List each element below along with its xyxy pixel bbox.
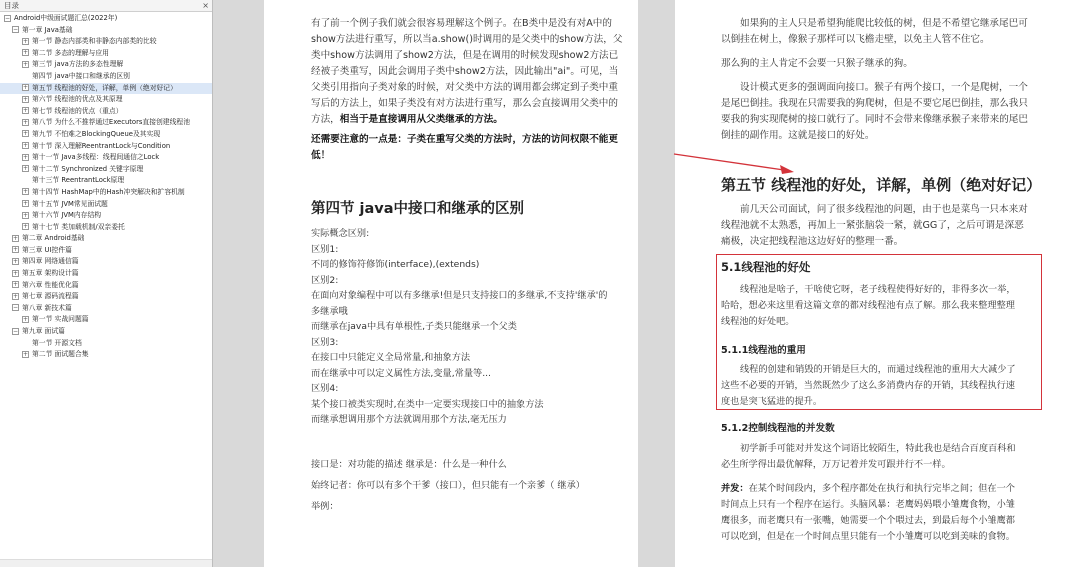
toc-item-label: 第九章 面试篇 xyxy=(22,327,65,336)
subheading-5-1-2: 5.1.2控制线程池的并发数 xyxy=(721,423,835,434)
toc-item[interactable] xyxy=(0,199,212,211)
expand-icon[interactable]: + xyxy=(13,234,19,242)
text-line: 线程的创建和销毁的开销是巨大的，而通过线程池的重用大大减少了 xyxy=(740,364,1016,375)
paragraph-5-1 xyxy=(721,282,1039,330)
toc-item-label: 第五节 线程池的好处，详解，单例（绝对好记） xyxy=(32,83,177,92)
text-line: 而继承想调用那个方法就调用那个方法,毫无压力 xyxy=(311,414,507,425)
paragraph-5-1-2 xyxy=(721,441,1066,473)
text-line: 区别3: xyxy=(311,336,339,348)
text-line: 哈哈，想必来这里看这篇文章的都对线程池有点了解。那么我来整理整理 xyxy=(721,300,1015,311)
expand-icon[interactable]: + xyxy=(23,211,29,219)
toc-item[interactable] xyxy=(0,291,212,303)
toc-item-label: 第一节 开源文档 xyxy=(32,338,82,347)
text-span: 方法， xyxy=(311,114,340,125)
text-line: show方法进行重写，所以当a.show()时调用的是父类中的show方法，父 xyxy=(311,34,623,45)
leaf-spacer xyxy=(22,72,29,79)
toc-item-label: 第十七节 类加载机制/双亲委托 xyxy=(32,222,125,231)
toc-item-label: 第四节 java中接口和继承的区别 xyxy=(32,71,130,80)
text-line: 不同的修饰符修饰(interface),(extends) xyxy=(311,259,480,270)
toc-item[interactable] xyxy=(0,256,212,268)
text-line xyxy=(311,112,631,128)
end-line: 始终记者：你可以有多个干爹（接口），但只能有一个亲爹（ 继承） xyxy=(311,480,585,491)
toc-item-label: 第二节 面试题合集 xyxy=(32,350,89,359)
toc-title: 目录 xyxy=(4,1,19,10)
expand-icon[interactable]: + xyxy=(23,130,29,138)
toc-item[interactable] xyxy=(0,175,212,187)
horizontal-scrollbar[interactable] xyxy=(0,559,212,567)
expand-icon[interactable]: + xyxy=(23,107,29,115)
toc-item-label: 第四章 网络通信篇 xyxy=(22,257,79,266)
toc-item[interactable] xyxy=(0,48,212,60)
expand-icon[interactable]: + xyxy=(13,292,19,300)
toc-item[interactable] xyxy=(0,245,212,257)
text-line: 可以吃到，但是在一个时间点里只能有一个小雏鹰可以吃到美味的食物。 xyxy=(721,531,1015,542)
text-line xyxy=(721,481,1066,497)
paragraph-dog-owner: 那么狗的主人肯定不会要一只猴子继承的狗。 xyxy=(721,58,913,69)
text-span: 还需要注意的一点是： xyxy=(311,134,407,145)
expand-icon[interactable]: + xyxy=(23,188,29,196)
text-line: 在面向对象编程中可以有多继承!但是只支持接口的多继承,不支持'继承'的 xyxy=(311,290,608,301)
expand-icon[interactable]: + xyxy=(23,60,29,68)
text-line: 低！ xyxy=(311,150,331,161)
expand-icon[interactable]: + xyxy=(13,246,19,254)
toc-item[interactable] xyxy=(0,210,212,222)
toc-item[interactable] xyxy=(0,222,212,234)
interface-line: 接口是：对功能的描述 继承是：什么是一种什么 xyxy=(311,459,507,470)
toc-item-label: 第十二节 Synchronized 关键字原理 xyxy=(32,164,144,173)
collapse-icon[interactable]: − xyxy=(13,327,19,335)
bold-text: 相当于是直接调用从父类继承的方法。 xyxy=(339,114,503,125)
collapse-icon[interactable]: − xyxy=(13,304,19,312)
toc-item-label: 第八章 新技术篇 xyxy=(22,303,72,312)
expand-icon[interactable]: + xyxy=(23,350,29,358)
text-line: 实际概念区别: xyxy=(311,228,370,239)
text-span: 子类在重写父类的方法时，方法的访问权限不能更 xyxy=(406,134,618,145)
toc-item[interactable] xyxy=(0,71,212,83)
text-line: 鹰很多，而老鹰只有一张嘴，她需要一个个喂过去，到最后每个小雏鹰都 xyxy=(721,515,1015,526)
toc-item-label: 第七章 源码流程篇 xyxy=(22,292,79,301)
text-line: 度也是突飞猛进的提升。 xyxy=(721,396,823,407)
text-line: 是尾巴倒挂。我现在只需要我的狗爬树，但是不要它尾巴倒挂，那么我只 xyxy=(721,98,1028,109)
text-line: 在接口中只能定义全局常量,和抽象方法 xyxy=(311,352,471,363)
note-paragraph xyxy=(311,132,631,164)
toc-item[interactable] xyxy=(0,314,212,326)
toc-item[interactable] xyxy=(0,187,212,199)
subheading-5-1: 5.1线程池的好处 xyxy=(721,260,811,274)
text-line: 线程池的好处吧。 xyxy=(721,316,795,327)
expand-icon[interactable]: + xyxy=(23,142,29,150)
bold-text: 并发： xyxy=(721,483,749,494)
toc-item[interactable] xyxy=(0,152,212,164)
text-line: 必生所学得出最优解释，万万记着并发可跟并行不一样。 xyxy=(721,459,951,470)
expand-icon[interactable]: + xyxy=(23,95,29,103)
text-line: 设计模式更多的强调面向接口。猴子有两个接口，一个是爬树，一个 xyxy=(740,82,1028,93)
toc-item[interactable] xyxy=(0,233,212,245)
paragraph-5-1-1 xyxy=(721,362,1039,410)
text-line: 前几天公司面试，问了很多线程池的问题，由于也是菜鸟一只本来对 xyxy=(740,204,1028,215)
toc-item[interactable] xyxy=(0,25,212,37)
text-line: 类中show方法调用了show2方法，但是在调用的时候发现show2方法已 xyxy=(311,50,619,61)
expand-icon[interactable]: + xyxy=(13,257,19,265)
toc-item[interactable] xyxy=(0,36,212,48)
toc-item-label: 第一章 Java基础 xyxy=(22,25,73,34)
section-heading-4: 第四节 java中接口和继承的区别 xyxy=(311,201,525,217)
toc-sidebar xyxy=(0,0,213,567)
toc-item[interactable] xyxy=(0,83,212,95)
toc-item-label: 第二节 多态的理解与应用 xyxy=(32,48,109,57)
expand-icon[interactable]: + xyxy=(23,223,29,231)
text-line: 而在继承中可以定义属性方法,变量,常量等... xyxy=(311,367,491,379)
text-line xyxy=(311,132,631,148)
text-line: 多继承哦 xyxy=(311,305,348,317)
toc-item-label: 第九节 不怕难之BlockingQueue及其实现 xyxy=(32,129,161,138)
toc-item[interactable] xyxy=(0,268,212,280)
expand-icon[interactable]: + xyxy=(23,49,29,57)
paragraph-concurrency xyxy=(721,481,1066,545)
text-span: 在某个时间段内，多个程序都处在执行和执行完毕之间；但在一个 xyxy=(748,483,1015,494)
toc-item[interactable] xyxy=(0,117,212,129)
expand-icon[interactable]: + xyxy=(23,84,29,92)
toc-item-label: 第五章 架构设计篇 xyxy=(22,269,79,278)
toc-item-label: 第十一节 Java多线程：线程间通信之Lock xyxy=(32,153,160,162)
text-line: 写后的方法上，如果子类没有对方法进行重写，那么会直接调用父类中的 xyxy=(311,98,618,109)
toc-item-label: Android中级面试题汇总(2022年) xyxy=(14,14,118,22)
text-line: 父类引用指向子类对象的时候，对父类中方法的调用都会绑定到子类中重 xyxy=(311,82,618,93)
text-line: 如果狗的主人只是希望狗能爬比较低的树，但是不希望它继承尾巴可 xyxy=(740,18,1028,29)
text-line: 线程池是啥子，干啥使它呀，老子线程使得好好的，非得多次一举， xyxy=(740,284,1016,295)
toc-item-label: 第十三节 ReentrantLock原理 xyxy=(32,176,125,185)
collapse-icon[interactable]: − xyxy=(13,26,19,34)
expand-icon[interactable]: + xyxy=(23,153,29,161)
expand-icon[interactable]: + xyxy=(13,269,19,277)
section-heading-5: 第五节 线程池的好处，详解，单例（绝对好记） xyxy=(721,176,1042,194)
text-line: 要我的狗实现爬树的接口就行了。同时不会带来像继承猴子来带来的尾巴 xyxy=(721,114,1028,125)
expand-icon[interactable]: + xyxy=(23,315,29,323)
toc-item-label: 第三章 UI控件篇 xyxy=(22,245,72,254)
text-line: 某个接口被类实现时,在类中一定要实现接口中的抽象方法 xyxy=(311,398,544,410)
paragraph-dog xyxy=(721,16,1066,48)
toc-item-label: 第十四节 HashMap中的Hash冲突解决和扩容机制 xyxy=(32,187,185,196)
example-label: 举例： xyxy=(311,501,339,512)
toc-item-label: 第八节 为什么不推荐通过Executors直接创建线程池 xyxy=(32,118,190,127)
expand-icon[interactable]: + xyxy=(23,200,29,207)
text-line: 区别2: xyxy=(311,274,339,286)
toc-item[interactable] xyxy=(0,106,212,118)
toc-item-label: 第十五节 JVM常见面试题 xyxy=(32,199,108,208)
close-icon[interactable]: × xyxy=(202,1,209,10)
toc-tree xyxy=(0,12,212,361)
toc-item[interactable] xyxy=(0,326,212,338)
toc-item-label: 第二章 Android基础 xyxy=(22,234,85,243)
toc-item[interactable] xyxy=(0,338,212,350)
toc-item-label: 第一节 实战问题篇 xyxy=(32,315,89,324)
expand-icon[interactable]: + xyxy=(23,37,29,45)
toc-item[interactable] xyxy=(0,141,212,153)
differences-list xyxy=(311,226,631,428)
expand-icon[interactable]: + xyxy=(23,165,29,173)
text-line: 而继承在java中具有单根性,子类只能继承一个父类 xyxy=(311,321,517,332)
text-line: 区别1: xyxy=(311,243,339,255)
intro-paragraph xyxy=(721,202,1066,250)
toc-item[interactable] xyxy=(0,164,212,176)
toc-item-label: 第一节 静态内部类和非静态内部类的比较 xyxy=(32,37,157,46)
toc-header xyxy=(0,0,212,12)
toc-item[interactable] xyxy=(0,349,212,361)
text-line: 以倒挂在树上，像猴子那样可以飞檐走壁，以免主人管不住它。 xyxy=(721,34,990,45)
text-line: 痛极，决定把线程池这边好好的整理一番。 xyxy=(721,236,904,247)
toc-item-label: 第六章 性能优化篇 xyxy=(22,280,79,289)
toc-item[interactable] xyxy=(0,59,212,71)
expand-icon[interactable]: + xyxy=(13,281,19,289)
expand-icon[interactable]: + xyxy=(23,118,29,126)
toc-item-label: 第七节 线程池的优点（重点） xyxy=(32,106,123,115)
text-line: 经被子类重写，因此会调用子类中show2方法，因此输出"ai"。可见，当 xyxy=(311,66,619,77)
text-line: 这些不必要的开销，当然既然少了这么多消费内存的开销，其线程执行速 xyxy=(721,380,1015,391)
text-line: 区别4: xyxy=(311,383,339,394)
toc-item-label: 第十节 深入理解ReentrantLock与Condition xyxy=(32,141,171,150)
text-line: 倒挂的副作用。这就是接口的好处。 xyxy=(721,130,875,141)
toc-item[interactable] xyxy=(0,94,212,106)
text-line: 初学新手可能对并发这个词语比较陌生，特此我也是结合百度百科和 xyxy=(740,443,1016,454)
leaf-spacer xyxy=(22,177,29,184)
subheading-5-1-1: 5.1.1线程池的重用 xyxy=(721,345,806,356)
collapse-icon[interactable]: − xyxy=(5,14,11,22)
toc-item-label: 第三节 java方法的多态性理解 xyxy=(32,60,124,69)
leaf-spacer xyxy=(22,339,29,346)
toc-item[interactable] xyxy=(0,129,212,141)
text-line: 线程池就不太熟悉，再加上一紧张脑袋一紧，就GG了，之后可谓是深恶 xyxy=(721,220,1024,231)
text-line: 有了前一个例子我们就会很容易理解这个例子。在B类中是没有对A中的 xyxy=(311,18,612,29)
toc-item[interactable] xyxy=(0,280,212,292)
toc-item[interactable] xyxy=(0,13,212,25)
paragraph-polymorphism xyxy=(311,16,631,128)
toc-item-label: 第十六节 JVM内存结构 xyxy=(32,211,102,220)
toc-item-label: 第六节 线程池的优点及其原理 xyxy=(32,95,123,104)
text-line: 时间点上只有一个程序在运行。头脑风暴：老鹰妈妈喂小雏鹰食物，小雏 xyxy=(721,499,1015,510)
paragraph-design xyxy=(721,80,1066,144)
toc-item[interactable] xyxy=(0,303,212,315)
